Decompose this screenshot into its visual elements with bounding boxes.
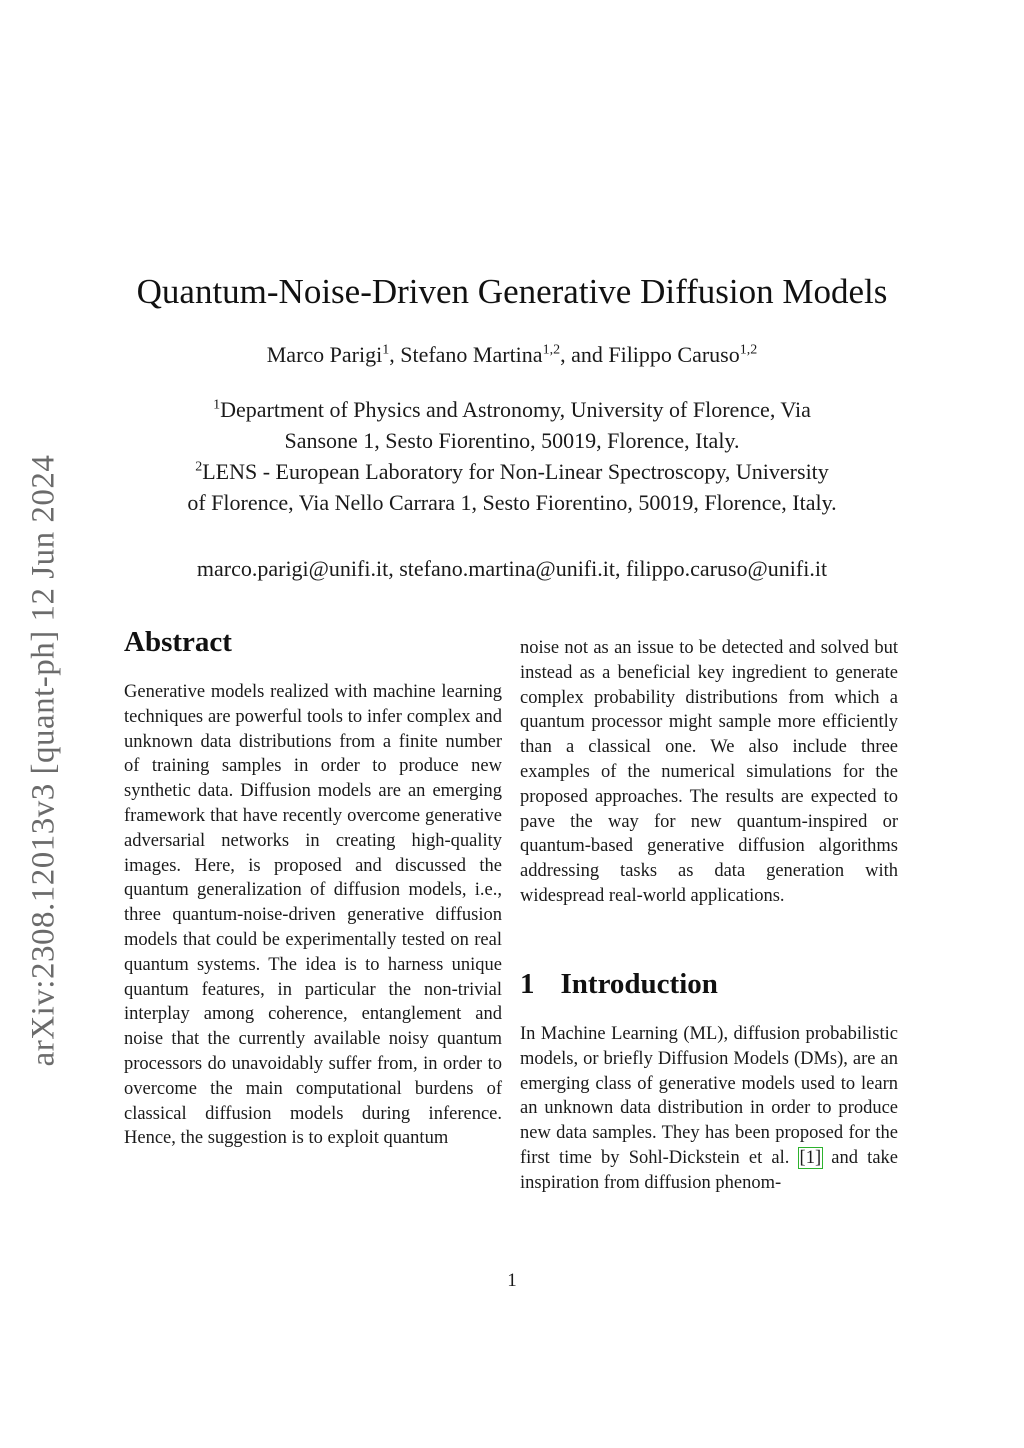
- affiliation-line: LENS - European Laboratory for Non-Linear Spectroscopy, University: [202, 459, 829, 484]
- arxiv-identifier-stamp: [24, 440, 64, 1080]
- author-affil-mark: 1,2: [542, 342, 561, 358]
- author-separator: ,: [389, 342, 401, 367]
- abstract-text-left-column: Generative models realized with machine learning techniques are powerful tools to infer complex and unknown data distributions from a finite number of training samples in order to produce new synthetic data. Diffusion models are an emerging framework that have recently overcome generative adversarial networks in creating high-quality images. Here, is proposed and discussed the quantum generalization of diffusion models, i.e., three quantum-noise-driven generative diffusion models that could be experimentally tested on real quantum systems. The idea is to harness unique quantum features, in particular the non-trivial interplay among coherence, entanglement and noise that the currently available noisy quantum processors do unavoidably suffer from, in order to overcome the main computational burdens of classical diffusion models during inference. Hence, the suggestion is to exploit quantum: [124, 682, 502, 1149]
- author-affil-mark: 1,2: [739, 342, 758, 358]
- arxiv-id-text: arXiv:2308.12013v3 [quant-ph] 12 Jun 2024: [25, 454, 62, 1066]
- author-name: Stefano Martina: [400, 342, 543, 367]
- author-list: [100, 342, 924, 368]
- affiliation-line: of Florence, Via Nello Carrara 1, Sesto Fiorentino, 50019, Florence, Italy.: [187, 490, 837, 515]
- affiliation-line: Sansone 1, Sesto Fiorentino, 50019, Florence, Italy.: [284, 428, 740, 453]
- introduction-text: [520, 1022, 898, 1196]
- affiliation-mark: 2: [195, 459, 203, 475]
- author-name: Marco Parigi: [266, 342, 383, 367]
- author-name: Filippo Caruso: [608, 342, 740, 367]
- affiliation-2: [110, 456, 914, 518]
- citation-link[interactable]: [1]: [799, 1147, 822, 1168]
- affiliation-mark: 1: [213, 397, 221, 413]
- abstract-text-right-column: noise not as an issue to be detected and solved but instead as a beneficial key ingredient to generate complex probability distributions from which a quantum processor might sample more efficiently than a classical one. We also include three examples of the numerical simulations for the proposed approaches. The results are expected to pave the way for new quantum-inspired or quantum-based generative diffusion algorithms addressing tasks as data generation with widespread real-world applications.: [520, 638, 898, 906]
- affiliation-1: [110, 394, 914, 456]
- affiliation-line: Department of Physics and Astronomy, University of Florence, Via: [220, 397, 811, 422]
- paper-title: Quantum-Noise-Driven Generative Diffusion Models: [136, 272, 888, 311]
- author-emails: marco.parigi@unifi.it, stefano.martina@unifi.it, filippo.caruso@unifi.it: [196, 556, 828, 581]
- author-separator: , and: [560, 342, 609, 367]
- introduction-heading: [520, 968, 718, 1001]
- abstract-heading: Abstract: [124, 626, 232, 658]
- author-affil-mark: 1: [382, 342, 390, 358]
- intro-text-part: In Machine Learning (ML), diffusion probabilistic models, or briefly Diffusion Models (DMs), are an emerging class of generative models used to learn an unknown data distribution in order to produce new data samples. They has been proposed for the first time by Sohl-Dickstein et al.: [520, 1024, 898, 1168]
- intro-text-part: and take inspiration from diffusion phenom-: [520, 1147, 898, 1193]
- section-title: Introduction: [560, 968, 718, 1000]
- page-number: 1: [507, 1270, 517, 1291]
- section-number: 1: [520, 968, 535, 1000]
